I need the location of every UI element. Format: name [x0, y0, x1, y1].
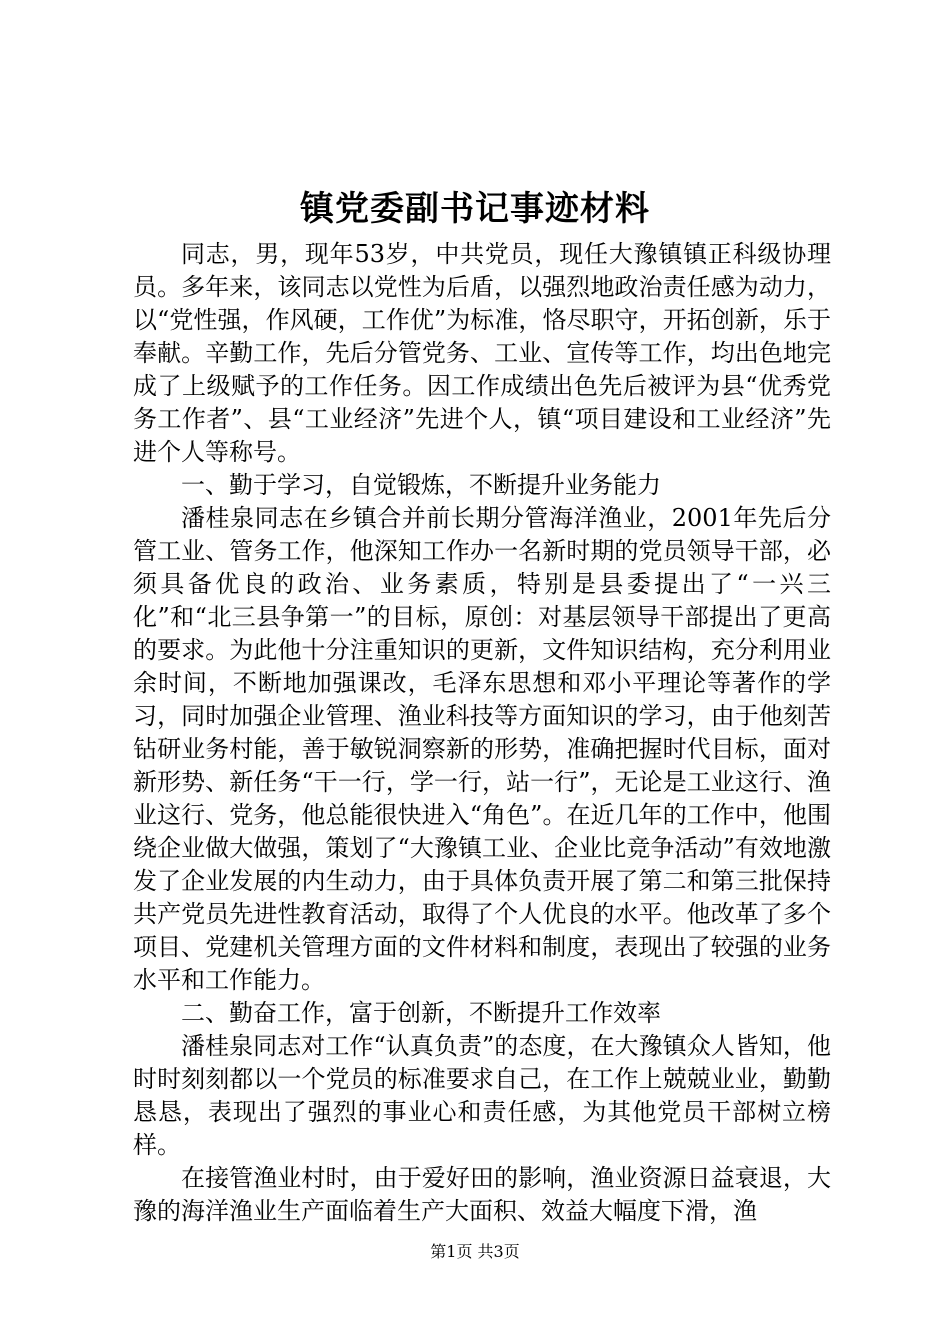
paragraph-fishery: 在接管渔业村时，由于爱好田的影响，渔业资源日益衰退，大豫的海洋渔业生产面临着生产大面积、效益大幅度下滑，渔: [133, 1164, 831, 1225]
document-body: [133, 238, 831, 1228]
paragraph-intro: 同志，男，现年53岁，中共党员，现任大豫镇镇正科级协理员。多年来，该同志以党性为后盾，以强烈地政治责任感为动力，以“党性强，作风硬，工作优”为标准，恪尽职守，开拓创新，乐于奉献。辛勤工作，先后分管党务、工业、宣传等工作，均出色地完成了上级赋予的工作任务。因工作成绩出色先后被评为县“优秀党务工作者”、县“工业经济”先进个人，镇“项目建设和工业经济”先进个人等称号。: [133, 240, 831, 466]
paragraph-section-1: 潘桂泉同志在乡镇合并前长期分管海洋渔业，2001年先后分管工业、管务工作，他深知工作办一名新时期的党员领导干部，必须具备优良的政治、业务素质，特别是县委提出了“一兴三化”和“北三县争第一”的目标，原创：对基层领导干部提出了更高的要求。为此他十分注重知识的更新，文件知识结构，充分利用业余时间，不断地加强课改，毛泽东思想和邓小平理论等著作的学习，同时加强企业管理、渔业科技等方面知识的学习，由于他刻苦钻研业务村能，善于敏锐洞察新的形势，准确把握时代目标，面对新形势、新任务“干一行，学一行，站一行”，无论是工业这行、渔业这行、党务，他总能很快进入“角色”。在近几年的工作中，他围绕企业做大做强，策划了“大豫镇工业、企业比竞争活动”有效地激发了企业发展的内生动力，由于具体负责开展了第二和第三批保持共产党员先进性教育活动，取得了个人优良的水平。他改革了多个项目、党建机关管理方面的文件材料和制度，表现出了较强的业务水平和工作能力。: [133, 504, 831, 994]
document-title: 镇党委副书记事迹材料: [300, 189, 650, 229]
section-heading-1: 一、勤于学习，自觉锻炼，不断提升业务能力: [181, 471, 661, 499]
page-footer: 第1页 共3页: [430, 1242, 520, 1261]
paragraph-section-2: 潘桂泉同志对工作“认真负责”的态度，在大豫镇众人皆知，他时时刻刻都以一个党员的标准要求自己，在工作上兢兢业业，勤勤恳恳，表现出了强烈的事业心和责任感，为其他党员干部树立榜样。: [133, 1032, 831, 1159]
section-heading-2: 二、勤奋工作，富于创新，不断提升工作效率: [181, 999, 661, 1027]
